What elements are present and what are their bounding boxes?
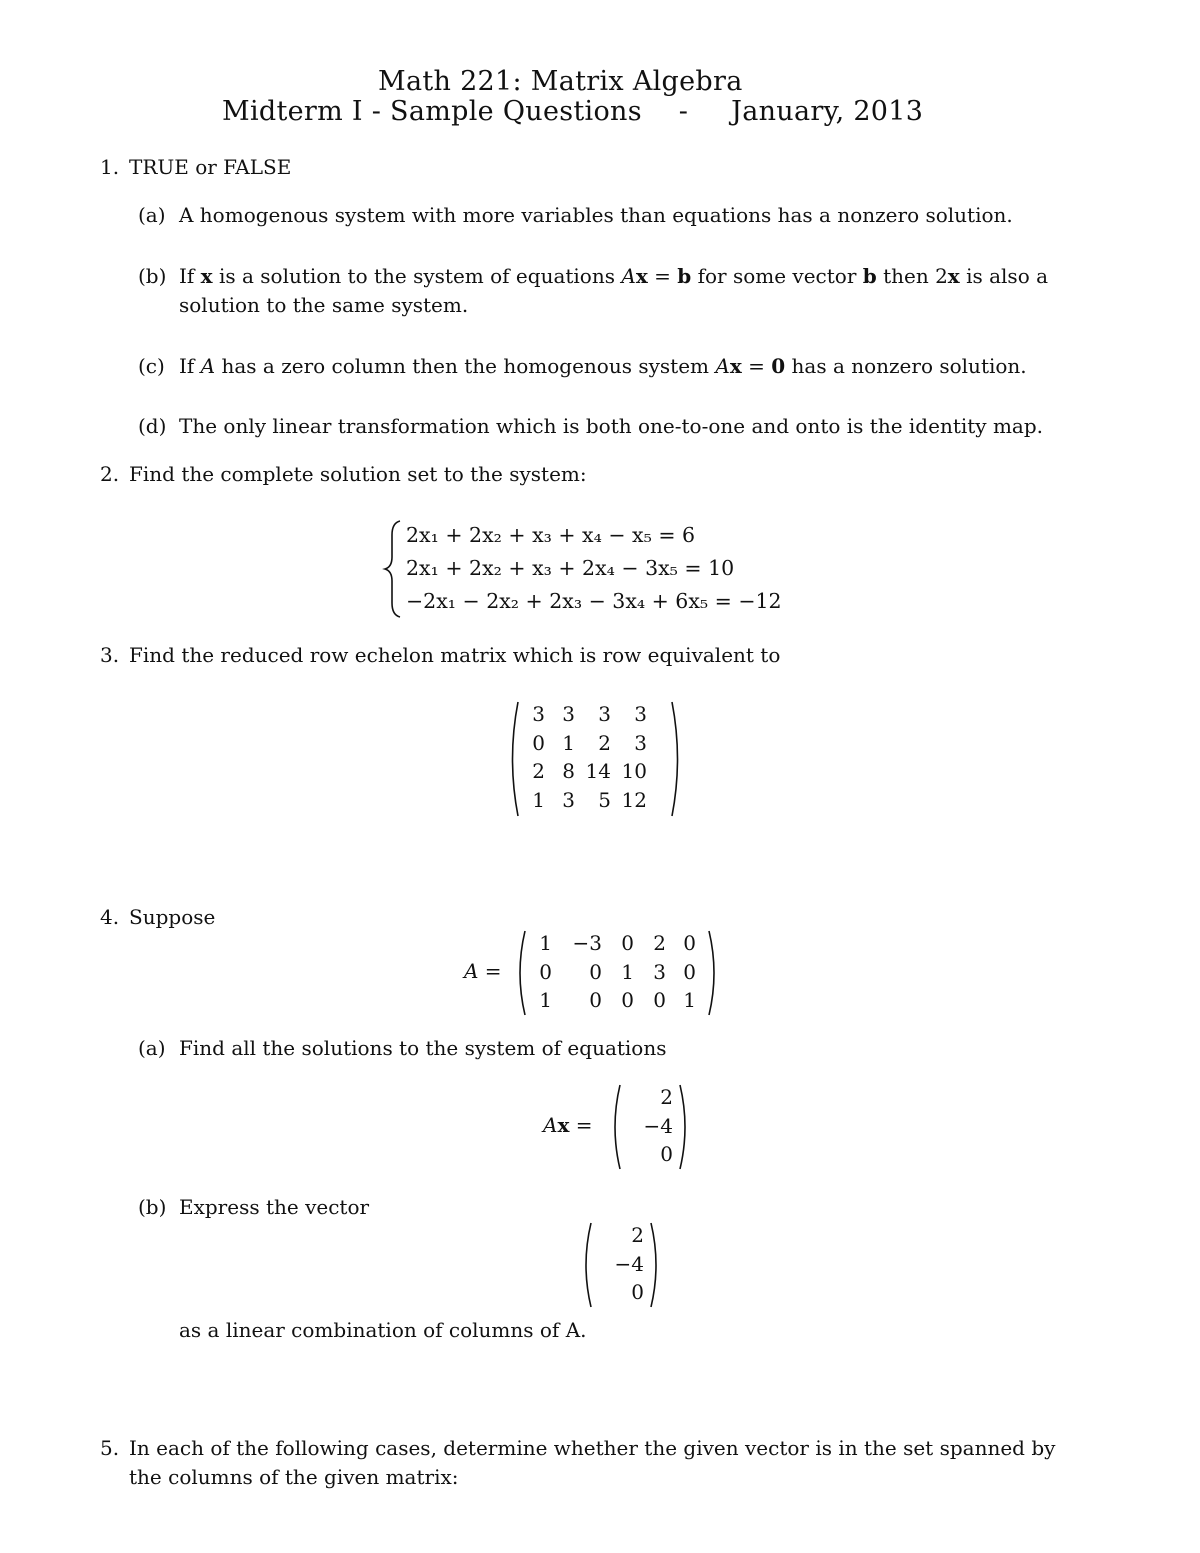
matrix-cell: 0 xyxy=(683,959,696,984)
right-paren xyxy=(706,929,722,1017)
q1d-label: (d) xyxy=(138,414,167,438)
q4a-lhs: Ax = xyxy=(543,1113,593,1137)
vector-grid xyxy=(625,1083,673,1169)
left-paren xyxy=(512,929,528,1017)
matrix-cell: 3 xyxy=(653,959,666,984)
matrix-cell: 2 xyxy=(598,730,611,755)
matrix-cell: 0 xyxy=(589,988,602,1012)
vector-grid xyxy=(596,1221,644,1307)
matrix-cell: 1 xyxy=(539,931,552,955)
matrix-cell: 3 xyxy=(598,702,611,726)
matrix-cell: 0 xyxy=(532,730,545,755)
matrix-cell: −3 xyxy=(572,931,602,955)
matrix-cell: 8 xyxy=(562,759,575,783)
q1-number: 1. xyxy=(100,155,120,179)
q2-number: 2. xyxy=(100,462,120,486)
matrix-cell: 0 xyxy=(683,931,696,955)
subtitle-dash: - xyxy=(678,96,689,127)
q4-a-equals: A = xyxy=(464,959,502,983)
q1a-label: (a) xyxy=(138,203,166,227)
matrix-cell: 0 xyxy=(589,959,602,984)
q4-text: Suppose xyxy=(129,905,216,929)
q4a-label: (a) xyxy=(138,1036,166,1060)
matrix-cell: 0 xyxy=(621,931,634,955)
matrix-cell: 2 xyxy=(653,931,666,955)
document-title: Math 221: Matrix Algebra xyxy=(378,66,743,97)
q2-text: Find the complete solution set to the system: xyxy=(129,462,587,486)
vector-entry: 2 xyxy=(631,1223,644,1247)
right-paren xyxy=(677,1083,693,1171)
q2-equation-system xyxy=(382,519,802,619)
matrix-cell: 3 xyxy=(634,730,647,755)
matrix-cell: 1 xyxy=(532,787,545,812)
q3-text: Find the reduced row echelon matrix which is row equivalent to xyxy=(129,643,781,667)
left-paren xyxy=(607,1083,623,1171)
equation-3: −2x₁ − 2x₂ + 2x₃ − 3x₄ + 6x₅ = −12 xyxy=(406,589,782,613)
q4-matrix-grid xyxy=(530,929,696,1015)
subtitle-right: January, 2013 xyxy=(731,96,924,127)
q4-number: 4. xyxy=(100,905,120,929)
q1c-text: If A has a zero column then the homogenous system Ax = 0 has a nonzero solution. xyxy=(179,354,1027,378)
equation-2: 2x₁ + 2x₂ + x₃ + 2x₄ − 3x₅ = 10 xyxy=(406,556,735,580)
matrix-cell: 1 xyxy=(683,988,696,1012)
q1b-text-line2: solution to the same system. xyxy=(179,293,469,317)
q5-text-line1: In each of the following cases, determine whether the given vector is in the set spanned by xyxy=(129,1436,1056,1460)
q1d-text: The only linear transformation which is both one-to-one and onto is the identity map. xyxy=(179,414,1043,438)
matrix-cell: 2 xyxy=(532,759,545,783)
matrix-cell: 10 xyxy=(621,759,647,783)
q4b-text: Express the vector xyxy=(179,1195,370,1219)
matrix-cell: 0 xyxy=(653,988,666,1012)
q3-number: 3. xyxy=(100,643,120,667)
q4a-rhs-vector xyxy=(607,1083,693,1171)
q1c-label: (c) xyxy=(138,354,165,378)
q1b-label: (b) xyxy=(138,264,167,288)
vector-entry: 0 xyxy=(660,1142,673,1166)
matrix-cell: 5 xyxy=(598,787,611,812)
vector-entry: −4 xyxy=(643,1113,673,1138)
matrix-cell: 3 xyxy=(634,702,647,726)
matrix-cell: 3 xyxy=(562,702,575,726)
matrix-cell: 1 xyxy=(539,988,552,1012)
q1a-text: A homogenous system with more variables than equations has a nonzero solution. xyxy=(179,203,1013,227)
matrix-cell: 1 xyxy=(621,959,634,984)
right-paren xyxy=(648,1221,664,1309)
left-paren xyxy=(578,1221,594,1309)
equation-1: 2x₁ + 2x₂ + x₃ + x₄ − x₅ = 6 xyxy=(406,523,696,547)
matrix-cell: 3 xyxy=(562,787,575,812)
q3-matrix xyxy=(505,700,685,818)
matrix-cell: 1 xyxy=(562,730,575,755)
document-subtitle xyxy=(222,96,923,127)
vector-entry: 2 xyxy=(660,1085,673,1109)
q4a-text: Find all the solutions to the system of equations xyxy=(179,1036,667,1060)
matrix-cell: 12 xyxy=(621,787,647,812)
matrix-cell: 0 xyxy=(539,959,552,984)
q1b-text: If x is a solution to the system of equations Ax = b for some vector b then 2x is also a xyxy=(179,264,1049,288)
left-brace xyxy=(382,519,404,619)
subtitle-left: Midterm I - Sample Questions xyxy=(222,96,642,127)
right-paren xyxy=(669,700,685,818)
left-paren xyxy=(505,700,521,818)
vector-entry: 0 xyxy=(631,1280,644,1304)
matrix-cell: 14 xyxy=(585,759,611,783)
vector-entry: −4 xyxy=(614,1251,644,1276)
q4-matrix-A xyxy=(512,929,722,1017)
q5-number: 5. xyxy=(100,1436,120,1460)
q3-matrix-grid xyxy=(523,700,647,814)
q4b-vector xyxy=(578,1221,664,1309)
q4b-after-text: as a linear combination of columns of A. xyxy=(179,1318,587,1342)
q4b-label: (b) xyxy=(138,1195,167,1219)
matrix-cell: 0 xyxy=(621,988,634,1012)
matrix-cell: 3 xyxy=(532,702,545,726)
q5-text-line2: the columns of the given matrix: xyxy=(129,1465,459,1489)
q1-text: TRUE or FALSE xyxy=(129,155,292,179)
